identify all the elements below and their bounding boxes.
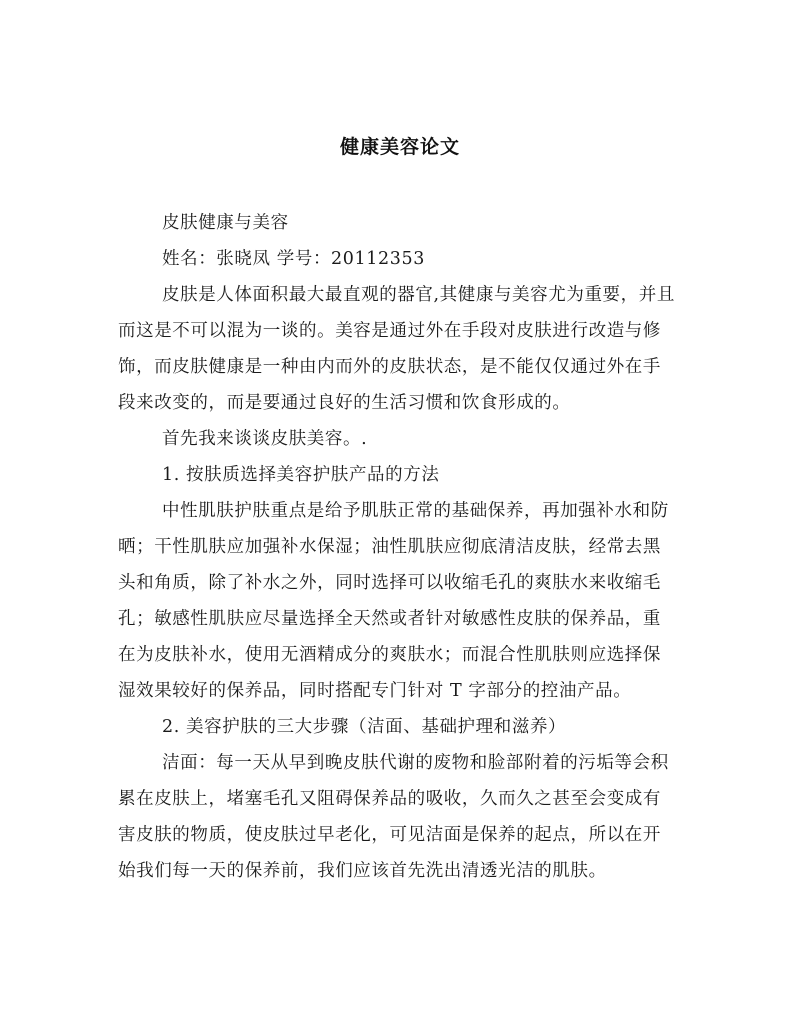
text-line: 皮肤健康与美容 [162,213,289,233]
text-line: 在为皮肤补水，使用无酒精成分的爽肤水；而混合性肌肤则应选择保 [118,645,661,665]
section-heading: 1. 按肤质选择美容护肤产品的方法 [162,465,440,485]
text-line: 孔；敏感性肌肤应尽量选择全天然或者针对敏感性皮肤的保养品，重 [118,609,661,629]
text-line: 累在皮肤上，堵塞毛孔又阻碍保养品的吸收，久而久之甚至会变成有 [118,789,661,809]
document-title: 健康美容论文 [339,136,460,158]
text-line: 姓名：张晓凤 学号：20112353 [162,249,425,269]
section-heading: 2. 美容护肤的三大步骤（洁面、基础护理和滋养） [162,717,567,737]
text-line: 洁面：每一天从早到晚皮肤代谢的废物和脸部附着的污垢等会积 [162,753,669,773]
text-line: 饰，而皮肤健康是一种由内而外的皮肤状态，是不能仅仅通过外在手 [118,357,661,377]
text-line: 首先我来谈谈皮肤美容。. [162,429,368,449]
text-line: 而这是不可以混为一谈的。美容是通过外在手段对皮肤进行改造与修 [118,321,661,341]
text-line: 晒；干性肌肤应加强补水保湿；油性肌肤应彻底清洁皮肤，经常去黑 [118,537,661,557]
text-line: 段来改变的，而是要通过良好的生活习惯和饮食形成的。 [118,393,571,413]
text-line: 中性肌肤护肤重点是给予肌肤正常的基础保养，再加强补水和防 [162,501,669,521]
document-body [118,205,678,889]
text-line: 皮肤是人体面积最大最直观的器官,其健康与美容尤为重要，并且 [162,285,675,305]
text-line: 湿效果较好的保养品，同时搭配专门针对 T 字部分的控油产品。 [118,681,632,701]
text-line: 头和角质，除了补水之外，同时选择可以收缩毛孔的爽肤水来收缩毛 [118,573,661,593]
text-line: 害皮肤的物质，使皮肤过早老化，可见洁面是保养的起点，所以在开 [118,825,661,845]
text-line: 始我们每一天的保养前，我们应该首先洗出清透光洁的肌肤。 [118,861,607,881]
